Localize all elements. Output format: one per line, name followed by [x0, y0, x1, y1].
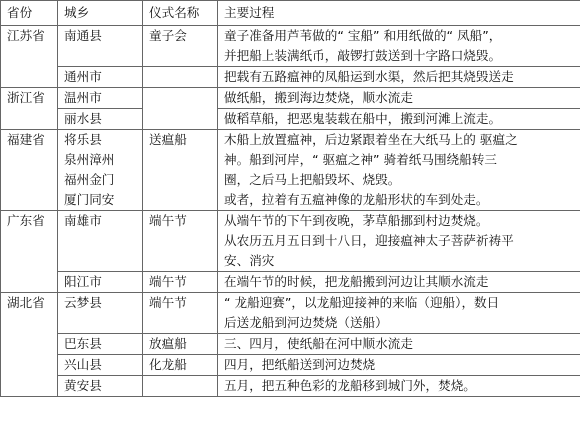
process-cell — [218, 109, 580, 130]
place-cell — [58, 130, 143, 211]
province-cell: 广东省 — [1, 211, 58, 293]
process-cell — [218, 272, 580, 293]
province-cell: 江苏省 — [1, 26, 58, 88]
process-cell — [218, 26, 580, 67]
process-cell — [218, 376, 580, 397]
process-line: 做稻草船，把恶鬼装载在船中，搬到河滩上流走。 — [224, 111, 502, 126]
process-line: 做纸船，搬到海边焚烧，顺水流走 — [224, 90, 413, 105]
rite-cell: 端午节 — [143, 293, 218, 334]
place-line: 福州金门 — [64, 172, 115, 187]
place-line: 厦门同安 — [64, 192, 115, 207]
rite-cell — [143, 376, 218, 397]
process-cell — [218, 334, 580, 355]
table-row — [1, 130, 580, 211]
place-cell: 巴东县 — [58, 334, 143, 355]
table-row — [1, 293, 580, 334]
province-cell: 福建省 — [1, 130, 58, 211]
process-cell — [218, 211, 580, 272]
process-line: 童子准备用芦苇做的“ 宝船” 和用纸做的“ 凤船”， — [224, 28, 502, 43]
province-cell: 浙江省 — [1, 88, 58, 130]
header-row — [1, 1, 580, 26]
process-cell — [218, 67, 580, 88]
table-row — [1, 334, 580, 355]
process-line: 从农历五月五日到十八日，迎接瘟神太子菩萨祈祷平 — [224, 233, 514, 248]
rite-cell: 化龙船 — [143, 355, 218, 376]
place-cell: 南通县 — [58, 26, 143, 67]
process-line: 五月，把五种色彩的龙船移到城门外，焚烧。 — [224, 378, 476, 393]
place-cell: 兴山县 — [58, 355, 143, 376]
rite-cell: 童子会 — [143, 26, 218, 67]
table-row — [1, 67, 580, 88]
table-row — [1, 272, 580, 293]
process-line: 安、消灾 — [224, 253, 275, 268]
place-cell: 南雄市 — [58, 211, 143, 272]
table-row — [1, 88, 580, 109]
rite-cell: 放瘟船 — [143, 334, 218, 355]
header-rite: 仪式名称 — [143, 1, 218, 26]
process-line: 四月，把纸船送到河边焚烧 — [224, 357, 376, 372]
province-cell: 湖北省 — [1, 293, 58, 397]
process-line: 神。船到河岸，“ 驱瘟之神” 骑着纸马围绕船转三 — [224, 152, 497, 167]
place-cell: 通州市 — [58, 67, 143, 88]
table-row — [1, 109, 580, 130]
process-line: 从端午节的下午到夜晚，茅草船挪到村边焚烧。 — [224, 213, 489, 228]
process-line: 把载有五路瘟神的凤船运到水渠，然后把其烧毁送走 — [224, 69, 514, 84]
header-process: 主要过程 — [218, 1, 580, 26]
table-row — [1, 355, 580, 376]
process-cell — [218, 88, 580, 109]
process-line: 后送龙船到河边焚烧（送船） — [224, 315, 388, 330]
header-place: 城乡 — [58, 1, 143, 26]
table-row — [1, 376, 580, 397]
place-cell: 云梦县 — [58, 293, 143, 334]
process-line: 木船上放置瘟神，后边紧跟着坐在大纸马上的 驱瘟之 — [224, 132, 518, 147]
rite-cell — [143, 88, 218, 130]
rite-cell — [143, 67, 218, 88]
place-cell: 黄安县 — [58, 376, 143, 397]
table-row — [1, 211, 580, 272]
place-line: 将乐县 — [64, 132, 102, 147]
process-line: 在端午节的时候，把龙船搬到河边让其顺水流走 — [224, 274, 489, 289]
process-cell — [218, 293, 580, 334]
process-line: 三、四月，使纸船在河中顺水流走 — [224, 336, 413, 351]
rite-cell: 送瘟船 — [143, 130, 218, 211]
process-cell — [218, 130, 580, 211]
place-cell: 温州市 — [58, 88, 143, 109]
rite-cell: 端午节 — [143, 211, 218, 272]
process-cell — [218, 355, 580, 376]
rite-cell: 端午节 — [143, 272, 218, 293]
process-line: 或者，拉着有五瘟神像的龙船形状的车到处走。 — [224, 192, 489, 207]
process-line: 圈，之后马上把船毁坏、烧毁。 — [224, 172, 401, 187]
place-line: 泉州漳州 — [64, 152, 115, 167]
place-cell: 丽水县 — [58, 109, 143, 130]
process-line: “ 龙船迎赛”，以龙船迎接神的来临（迎船），数日 — [224, 295, 500, 310]
header-province: 省份 — [1, 1, 58, 26]
process-line: 并把船上装满纸币，敲锣打鼓送到十字路口烧毁。 — [224, 48, 502, 63]
table-row — [1, 26, 580, 67]
place-cell: 阳江市 — [58, 272, 143, 293]
